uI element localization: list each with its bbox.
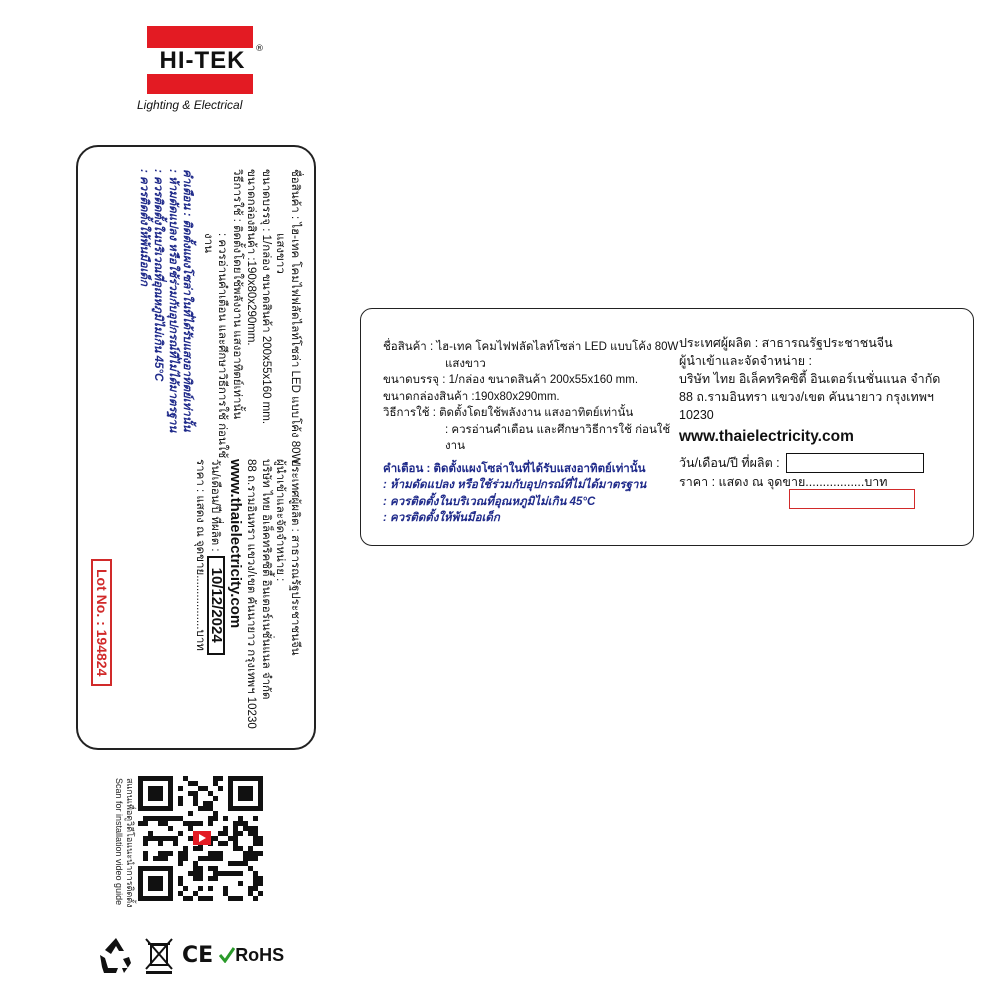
usage-note: : ควรอ่านคำเตือน และศึกษาวิธีการใช้ ก่อนใช้งาน [445, 423, 671, 452]
warning-block [383, 461, 683, 527]
lot-number-box [789, 489, 915, 509]
recycle-icon [96, 935, 136, 975]
logo-wordmark: HI-TEK [135, 48, 270, 74]
price: ราคา : แสดง ณ จุดขาย.................บาท [679, 475, 888, 489]
address: 88 ถ.รามอินทรา แขวง/เขต คันนายาว กรุงเทพฯ 10230 [245, 459, 258, 729]
label-left-column [383, 339, 683, 527]
warning-line: : ห้ามดัดแปลง หรือใช้ร่วมกับอุปกรณ์ที่ไม่ได้มาตรฐาน [383, 479, 647, 491]
label-right-column [679, 334, 964, 491]
mfg-date-box [786, 453, 924, 473]
box-size: ขนาดกล่องสินค้า :190x80x290mm. [383, 390, 560, 403]
warning-line: : ควรติดตั้งให้พ้นมือเด็ก [138, 169, 150, 286]
registered-mark: ® [255, 44, 264, 54]
check-icon [219, 947, 235, 963]
logo-tagline: Lighting & Electrical [137, 98, 243, 112]
qr-caption-th: สแกนเพื่อดูวิดีโอแนะนำการติดตั้ง [125, 778, 135, 908]
brand-logo [135, 26, 270, 121]
product-name-value: ไฮ-เทค โคมไฟฟลัดไลท์โซล่า LED แบบโค้ง 80W [436, 341, 679, 353]
rotated-right-column [193, 459, 303, 734]
website: www.thaielectricity.com [679, 428, 854, 445]
price: ราคา : แสดง ณ จุดขาย.................บาท [194, 459, 206, 651]
lot-number: Lot No. : 194824 [92, 559, 113, 686]
product-name-cont: แสงขาว [445, 357, 486, 370]
warning-line: : ห้ามดัดแปลง หรือใช้ร่วมกับอุปกรณ์ที่ไม่ได้มาตรฐาน [167, 169, 179, 433]
rotated-product-label [76, 145, 316, 750]
importer: ผู้นำเข้าและจัดจำหน่าย : [274, 459, 287, 582]
certification-icons [96, 933, 284, 977]
qr-code-image [138, 776, 268, 902]
address: 88 ถ.รามอินทรา แขวง/เขต คันนายาว กรุงเทพฯ 10230 [679, 390, 934, 422]
country: ประเทศผู้ผลิต : สาธารณรัฐประชาชนจีน [289, 459, 301, 656]
product-name-value: ไฮ-เทค โคมไฟฟลัดไลท์โซล่า LED แบบโค้ง 80W [289, 222, 301, 465]
usage-value: ติดตั้งโดยใช้พลังงาน แสงอาทิตย์เท่านั้น [439, 407, 634, 419]
product-name-key: ชื่อสินค้า : [383, 341, 434, 353]
warning-line: : ควรติดตั้งให้พ้นมือเด็ก [383, 512, 500, 524]
box-size: ขนาดกล่องสินค้า :190x80x290mm. [245, 169, 258, 346]
weee-bin-icon [142, 935, 176, 975]
mfg-date-value: 10/12/2024 [207, 556, 226, 655]
qr-code[interactable] [138, 776, 268, 902]
product-name-cont: แสงขาว [274, 233, 287, 274]
mfg-date-label: วัน/เดือน/ปี ที่ผลิต : [209, 459, 222, 552]
product-name-key: ชื่อสินค้า : [289, 169, 301, 220]
usage-key: วิธีการใช้ : [231, 169, 243, 222]
rotated-left-column [137, 169, 303, 465]
importer: ผู้นำเข้าและจัดจำหน่าย : [679, 354, 813, 368]
warning-line: : ควรติดตั้งในบริเวณที่อุณหภูมิไม่เกิน 45°C [152, 169, 165, 382]
warning-line: : ควรติดตั้งในบริเวณที่อุณหภูมิไม่เกิน 45°C [383, 495, 596, 508]
ce-mark: CE [182, 942, 214, 968]
warning-title: คำเตือน : ติดตั้งแผงโซล่าในที่ได้รับแสงอาทิตย์เท่านั้น [181, 169, 194, 432]
qr-caption-en: Scan for installation video guide [114, 778, 124, 906]
pack-size: ขนาดบรรจุ : 1/กล่อง ขนาดสินค้า 200x55x160 mm. [260, 169, 272, 425]
company: บริษัท ไทย อิเล็คทริคซิตี้ อินเตอร์เนชั่นแนล จำกัด [679, 372, 941, 386]
warning-title: คำเตือน : ติดตั้งแผงโซล่าในที่ได้รับแสงอาทิตย์เท่านั้น [383, 462, 646, 475]
website: www.thaielectricity.com [227, 459, 244, 629]
usage-key: วิธีการใช้ : [383, 407, 436, 419]
country: ประเทศผู้ผลิต : สาธารณรัฐประชาชนจีน [679, 336, 893, 350]
product-label [360, 308, 974, 546]
rotated-label-content [78, 147, 316, 750]
usage-value: ติดตั้งโดยใช้พลังงาน แสงอาทิตย์เท่านั้น [231, 225, 243, 420]
company: บริษัท ไทย อิเล็คทริคซิตี้ อินเตอร์เนชั่นแนล จำกัด [260, 459, 272, 700]
qr-caption [105, 778, 135, 908]
rohs-mark [219, 945, 284, 966]
mfg-date-label: วัน/เดือน/ปี ที่ผลิต : [679, 456, 780, 470]
pack-size: ขนาดบรรจุ : 1/กล่อง ขนาดสินค้า 200x55x160 mm. [383, 374, 639, 386]
rohs-label: RoHS [235, 944, 285, 965]
usage-note: : ควรอ่านคำเตือน และศึกษาวิธีการใช้ ก่อนใช้งาน [202, 233, 229, 459]
